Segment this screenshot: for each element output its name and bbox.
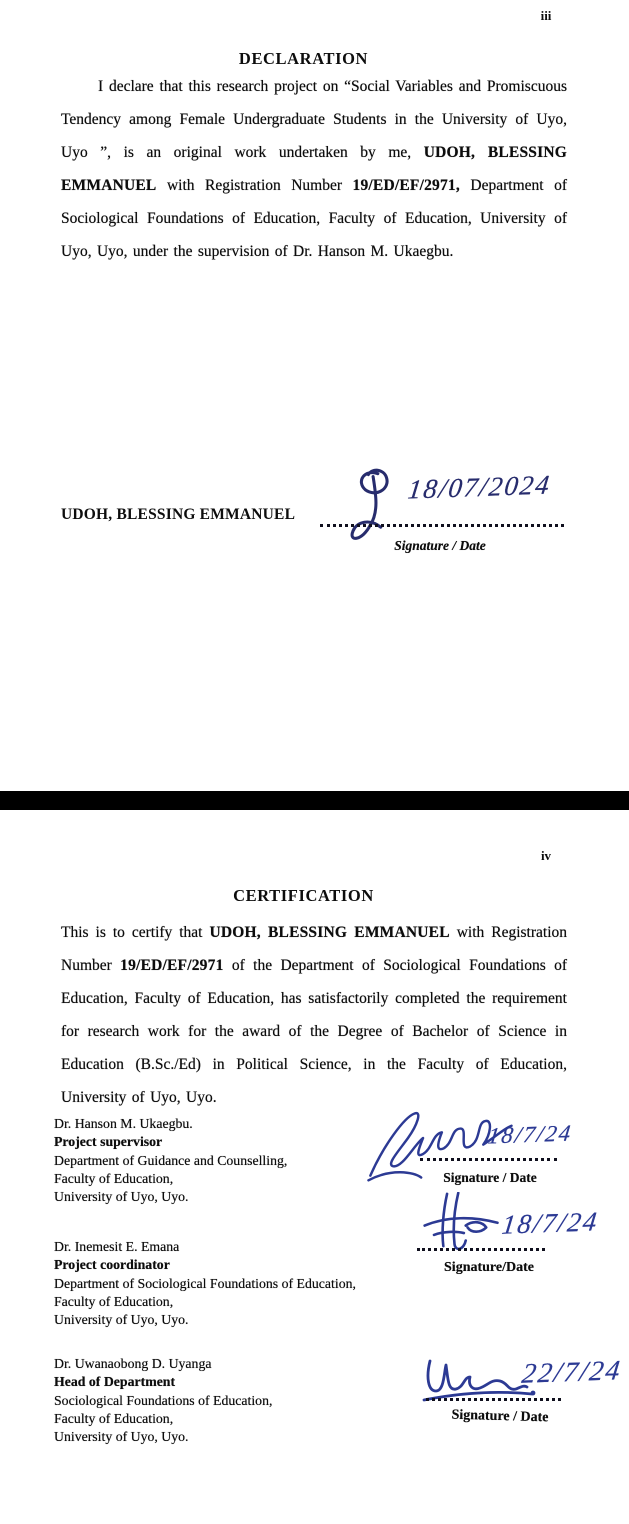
handwritten-date: 22/7/24 <box>520 1355 624 1390</box>
page-number: iii <box>540 8 552 23</box>
signatory-faculty: Faculty of Education, <box>54 1293 174 1309</box>
signer-name: UDOH, BLESSING EMMANUEL <box>61 506 296 523</box>
signatory-department: Sociological Foundations of Education, <box>54 1392 273 1408</box>
handwritten-date: 18/07/2024 <box>406 469 553 505</box>
certification-paragraph: This is to certify that UDOH, BLESSING EMMANUEL with Registration Number 19/ED/EF/2971 of the Department of Sociological Foundations of Education, Faculty of Education, has satisfactorily completed the requirement for research work for the award of the Degree of Bachelor of Science in Education (B.Sc./Ed) in Political Science, in the Faculty of Education, University of Uyo, Uyo. <box>61 924 567 1106</box>
page-number: iv <box>540 848 552 863</box>
page-title: CERTIFICATION <box>233 886 374 905</box>
signature-label: Signature / Date <box>394 538 486 553</box>
signatory-faculty: Faculty of Education, <box>54 1410 174 1426</box>
signatory-role: Project supervisor <box>54 1134 163 1150</box>
signature-dotted-line <box>417 1248 545 1251</box>
signatory-role: Head of Department <box>54 1374 176 1390</box>
coordinator-signature-block <box>412 1190 627 1295</box>
signatory-university: University of Uyo, Uyo. <box>54 1429 189 1445</box>
signatory-university: University of Uyo, Uyo. <box>54 1312 189 1328</box>
signature-label: Signature / Date <box>443 1170 537 1185</box>
handwritten-date: 18/7/24 <box>500 1206 601 1240</box>
signatory-department: Department of Guidance and Counselling, <box>54 1152 288 1168</box>
signatory-block-coordinator <box>54 1238 356 1329</box>
signature-dotted-line <box>426 1398 561 1401</box>
signature-ink <box>412 1192 512 1262</box>
signatory-block-supervisor <box>54 1115 287 1206</box>
signatory-name: Dr. Inemesit E. Emana <box>54 1239 180 1254</box>
page-title: DECLARATION <box>238 49 369 68</box>
signature-label: Signature / Date <box>451 1407 549 1426</box>
declaration-paragraph: I declare that this research project on “Social Variables and Promiscuous Tendency among Female Undergraduate Students in the University of Uyo, Uyo ”, is an original work undertaken by me, UDOH, BLESSING EMMANUEL with Registration Number 19/ED/EF/2971, Department of Sociological Foundations of Education, Faculty of Education, University of Uyo, Uyo, under the supervision of Dr. Hanson M. Ukaegbu. <box>61 78 567 260</box>
certification-page <box>0 810 629 1524</box>
hod-signature-block <box>418 1345 629 1455</box>
signature-label: Signature/Date <box>444 1260 534 1275</box>
signature-dotted-line <box>320 524 564 527</box>
signatory-name: Dr. Uwanaobong D. Uyanga <box>54 1356 212 1371</box>
declaration-signature-block <box>318 462 568 572</box>
signatory-department: Department of Sociological Foundations of Education, <box>54 1275 356 1291</box>
signatory-university: University of Uyo, Uyo. <box>54 1189 189 1205</box>
handwritten-date: 18/7/24 <box>486 1120 574 1149</box>
signatory-name: Dr. Hanson M. Ukaegbu. <box>54 1116 193 1131</box>
signatory-role: Project coordinator <box>54 1257 170 1273</box>
signature-dotted-line <box>420 1158 557 1161</box>
page-separator-bar <box>0 791 629 810</box>
signatory-block-hod <box>54 1355 272 1446</box>
signatory-faculty: Faculty of Education, <box>54 1170 174 1186</box>
